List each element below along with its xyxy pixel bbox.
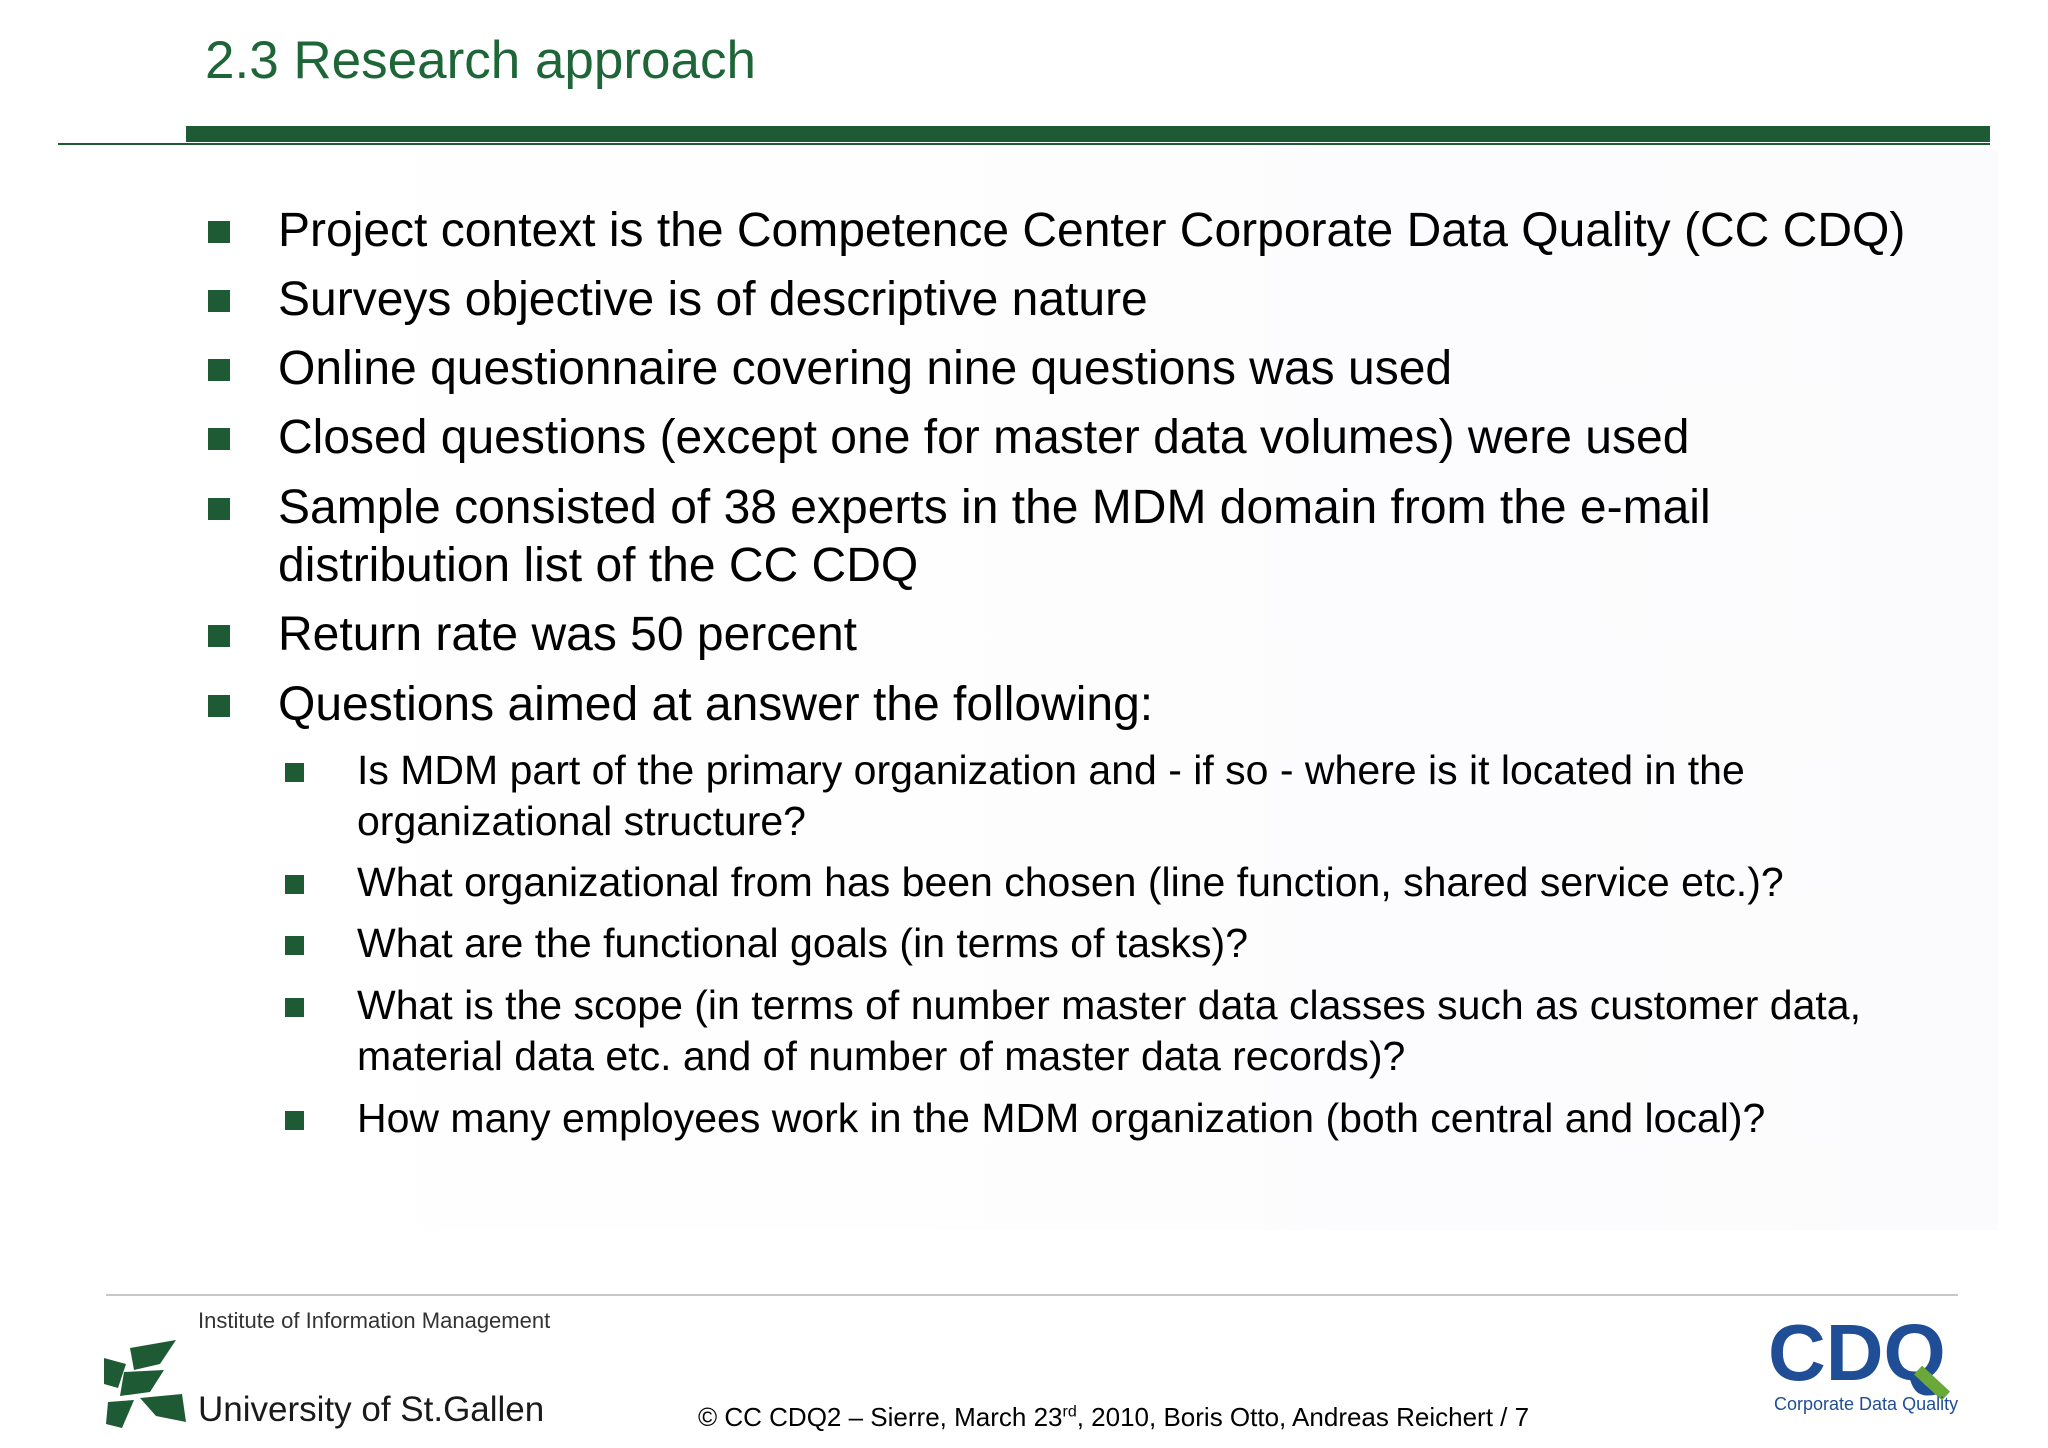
university-name: University of St.Gallen [198,1390,545,1429]
bullet-square-icon [285,763,304,782]
bullet-item [278,340,1998,398]
sub-bullet-text: Is MDM part of the primary organization and - if so - where is it located in the organizational structure? [357,747,1745,844]
slide-title: 2.3 Research approach [205,31,756,90]
cdq-logo-subtitle: Corporate Data Quality [1774,1394,1959,1414]
bullet-square-icon [208,221,230,243]
footer-citation [698,1402,1529,1433]
bullet-square-icon [285,936,304,955]
title-rule-thin [58,143,1990,145]
citation-superscript: rd [1062,1403,1077,1421]
bullet-text: Questions aimed at answer the following: [278,678,1154,731]
bullet-text: Return rate was 50 percent [278,608,857,661]
sub-bullet-text: How many employees work in the MDM organization (both central and local)? [357,1095,1766,1141]
bullet-square-icon [208,695,230,717]
bullet-square-icon [208,498,230,520]
sub-bullet-item [357,980,1997,1082]
sub-bullet-item [357,745,1917,847]
sub-bullet-item [357,918,1997,969]
institute-label: Institute of Information Management [198,1308,551,1333]
sub-bullet-text: What are the functional goals (in terms of tasks)? [357,920,1249,966]
bullet-square-icon [285,875,304,894]
bullet-text: Project context is the Competence Center Corporate Data Quality (CC CDQ) [278,204,1906,257]
bullet-square-icon [285,1111,304,1130]
sub-bullet-item [357,857,1997,908]
cdq-logo-text: CDQ [1768,1310,1946,1397]
citation-text-end: , 2010, Boris Otto, Andreas Reichert / 7 [1076,1402,1530,1432]
bullet-square-icon [208,625,230,647]
sub-bullet-text: What organizational from has been chosen (line function, shared service etc.)? [357,859,1784,905]
footer-rule [106,1294,1958,1296]
sub-bullet-item [357,1093,1997,1144]
bullet-square-icon [285,998,304,1017]
bullet-item [278,202,1998,260]
bullet-text: Surveys objective is of descriptive nature [278,273,1148,326]
bullet-text: Closed questions (except one for master data volumes) were used [278,411,1690,464]
university-logo-icon [104,1340,186,1430]
bullet-text: Online questionnaire covering nine questions was used [278,342,1453,395]
bullet-square-icon [208,359,230,381]
bullet-item [278,606,1998,664]
bullet-text: Sample consisted of 38 experts in the MDM domain from the e-mail distribution list of the CC CDQ [278,481,1711,592]
citation-text: © CC CDQ2 – Sierre, March 23 [698,1402,1063,1432]
bullet-item [278,479,1778,595]
sub-bullet-text: What is the scope (in terms of number master data classes such as customer data, material data etc. and of number of master data records)? [357,982,1861,1079]
bullet-square-icon [208,290,230,312]
bullet-item [278,271,1998,329]
title-rule-thick [186,126,1990,142]
bullet-item [278,409,1998,467]
bullet-item [278,676,1998,734]
bullet-square-icon [208,428,230,450]
